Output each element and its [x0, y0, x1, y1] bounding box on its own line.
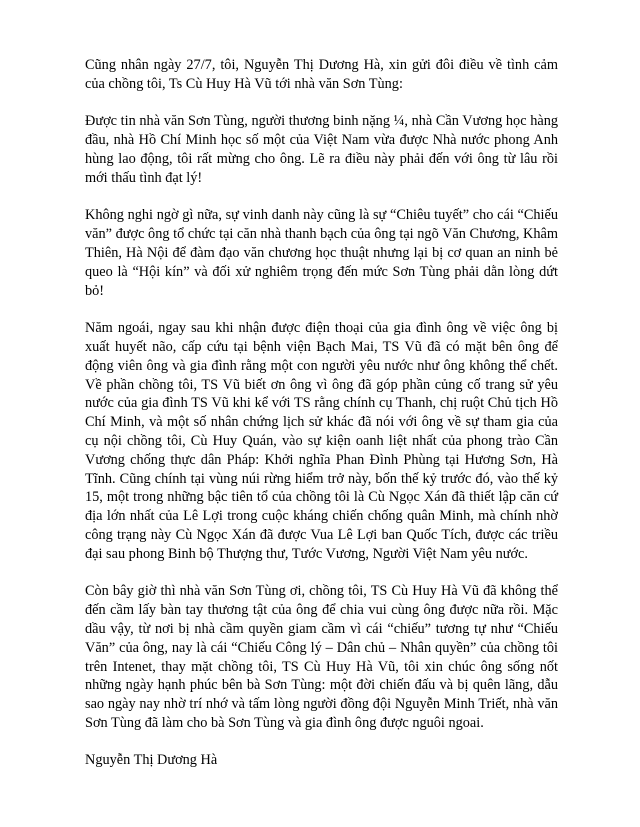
paragraph-intro: Cũng nhân ngày 27/7, tôi, Nguyễn Thị Dương Hà, xin gửi đôi điều về tình cảm của chồng tôi, Ts Cù Huy Hà Vũ tới nhà văn Sơn Tùng: [85, 57, 558, 92]
letter-body [85, 56, 558, 770]
paragraph-chieu-van: Không nghi ngờ gì nữa, sự vinh danh này cũng là sự “Chiêu tuyết” cho cái “Chiếu văn” được ông tổ chức tại căn nhà thanh bạch của ông tại ngõ Văn Chương, Khâm Thiên, Hà Nội để đàm đạo văn chương học thuật nhưng lại bị cơ quan an ninh bẻ queo là “Hội kín” và đối xử nghiêm trọng đến mức Sơn Tùng phải dằn lòng dứt bỏ! [85, 207, 558, 299]
signature: Nguyễn Thị Dương Hà [85, 752, 218, 769]
paragraph-family-history: Năm ngoái, ngay sau khi nhận được điện thoại của gia đình ông về việc ông bị xuất huyết não, cấp cứu tại bệnh viện Bạch Mai, TS Vũ đã có mặt bên ông để động viên ông và gia đình rằng một con người yêu nước như ông không thể chết. Về phần chồng tôi, TS Vũ biết ơn ông vì ông đã góp phần củng cố trang sử yêu nước của gia đình TS Vũ khi kể với TS rằng chính cụ Thanh, chị ruột Chủ tịch Hồ Chí Minh, và một số nhân chứng lịch sử khác đã nói với ông về sự tham gia của cụ nội chồng tôi, Cù Huy Quán, vào sự kiện oanh liệt nhất của phong trào Cần Vương chống thực dân Pháp: Khởi nghĩa Phan Đình Phùng tại Hương Sơn, Hà Tĩnh. Cũng chính tại vùng núi rừng hiểm trở này, bốn thế kỷ trước đó, vào thế kỷ 15, một trong những bậc tiên tổ của chồng tôi là Cù Ngọc Xán đã thiết lập căn cứ địa lớn nhất của Lê Lợi trong cuộc kháng chiến chống quân Minh, mà chính nhờ công trạng này Cù Ngọc Xán đã được Vua Lê Lợi ban Quốc Tích, được các triều đại sau phong Binh bộ Thượng thư, Tước Vương, Người Việt Nam yêu nước. [85, 320, 558, 562]
paragraph-congratulations: Được tin nhà văn Sơn Tùng, người thương binh nặng ¼, nhà Cần Vương học hàng đầu, nhà Hồ Chí Minh học số một của Việt Nam vừa được Nhà nước phong Anh hùng lao động, tôi rất mừng cho ông. Lẽ ra điều này phải đến với ông từ lâu rồi mới thấu tình đạt lý! [85, 113, 558, 186]
paragraph-farewell: Còn bây giờ thì nhà văn Sơn Tùng ơi, chồng tôi, TS Cù Huy Hà Vũ đã không thể đến cầm lấy bàn tay thương tật của ông để chia vui cùng ông được nữa rồi. Mặc dầu vậy, từ nơi bị nhà cầm quyền giam cầm vì cái “chiếu” tương tự như “Chiếu Văn” của ông, nay là cái “Chiếu Công lý – Dân chủ – Nhân quyền” của chồng tôi trên Intenet, thay mặt chồng tôi, TS Cù Huy Hà Vũ, tôi xin chúc ông sống nốt những ngày hạnh phúc bên bà Sơn Tùng: một đời chiến đấu và bị quên lãng, dẫu sao ngày nay nhờ trí nhớ và tấm lòng người đồng đội Nguyễn Minh Triết, nhà văn Sơn Tùng đã làm cho bà Sơn Tùng và gia đình ông được nguôi ngoai. [85, 583, 558, 731]
